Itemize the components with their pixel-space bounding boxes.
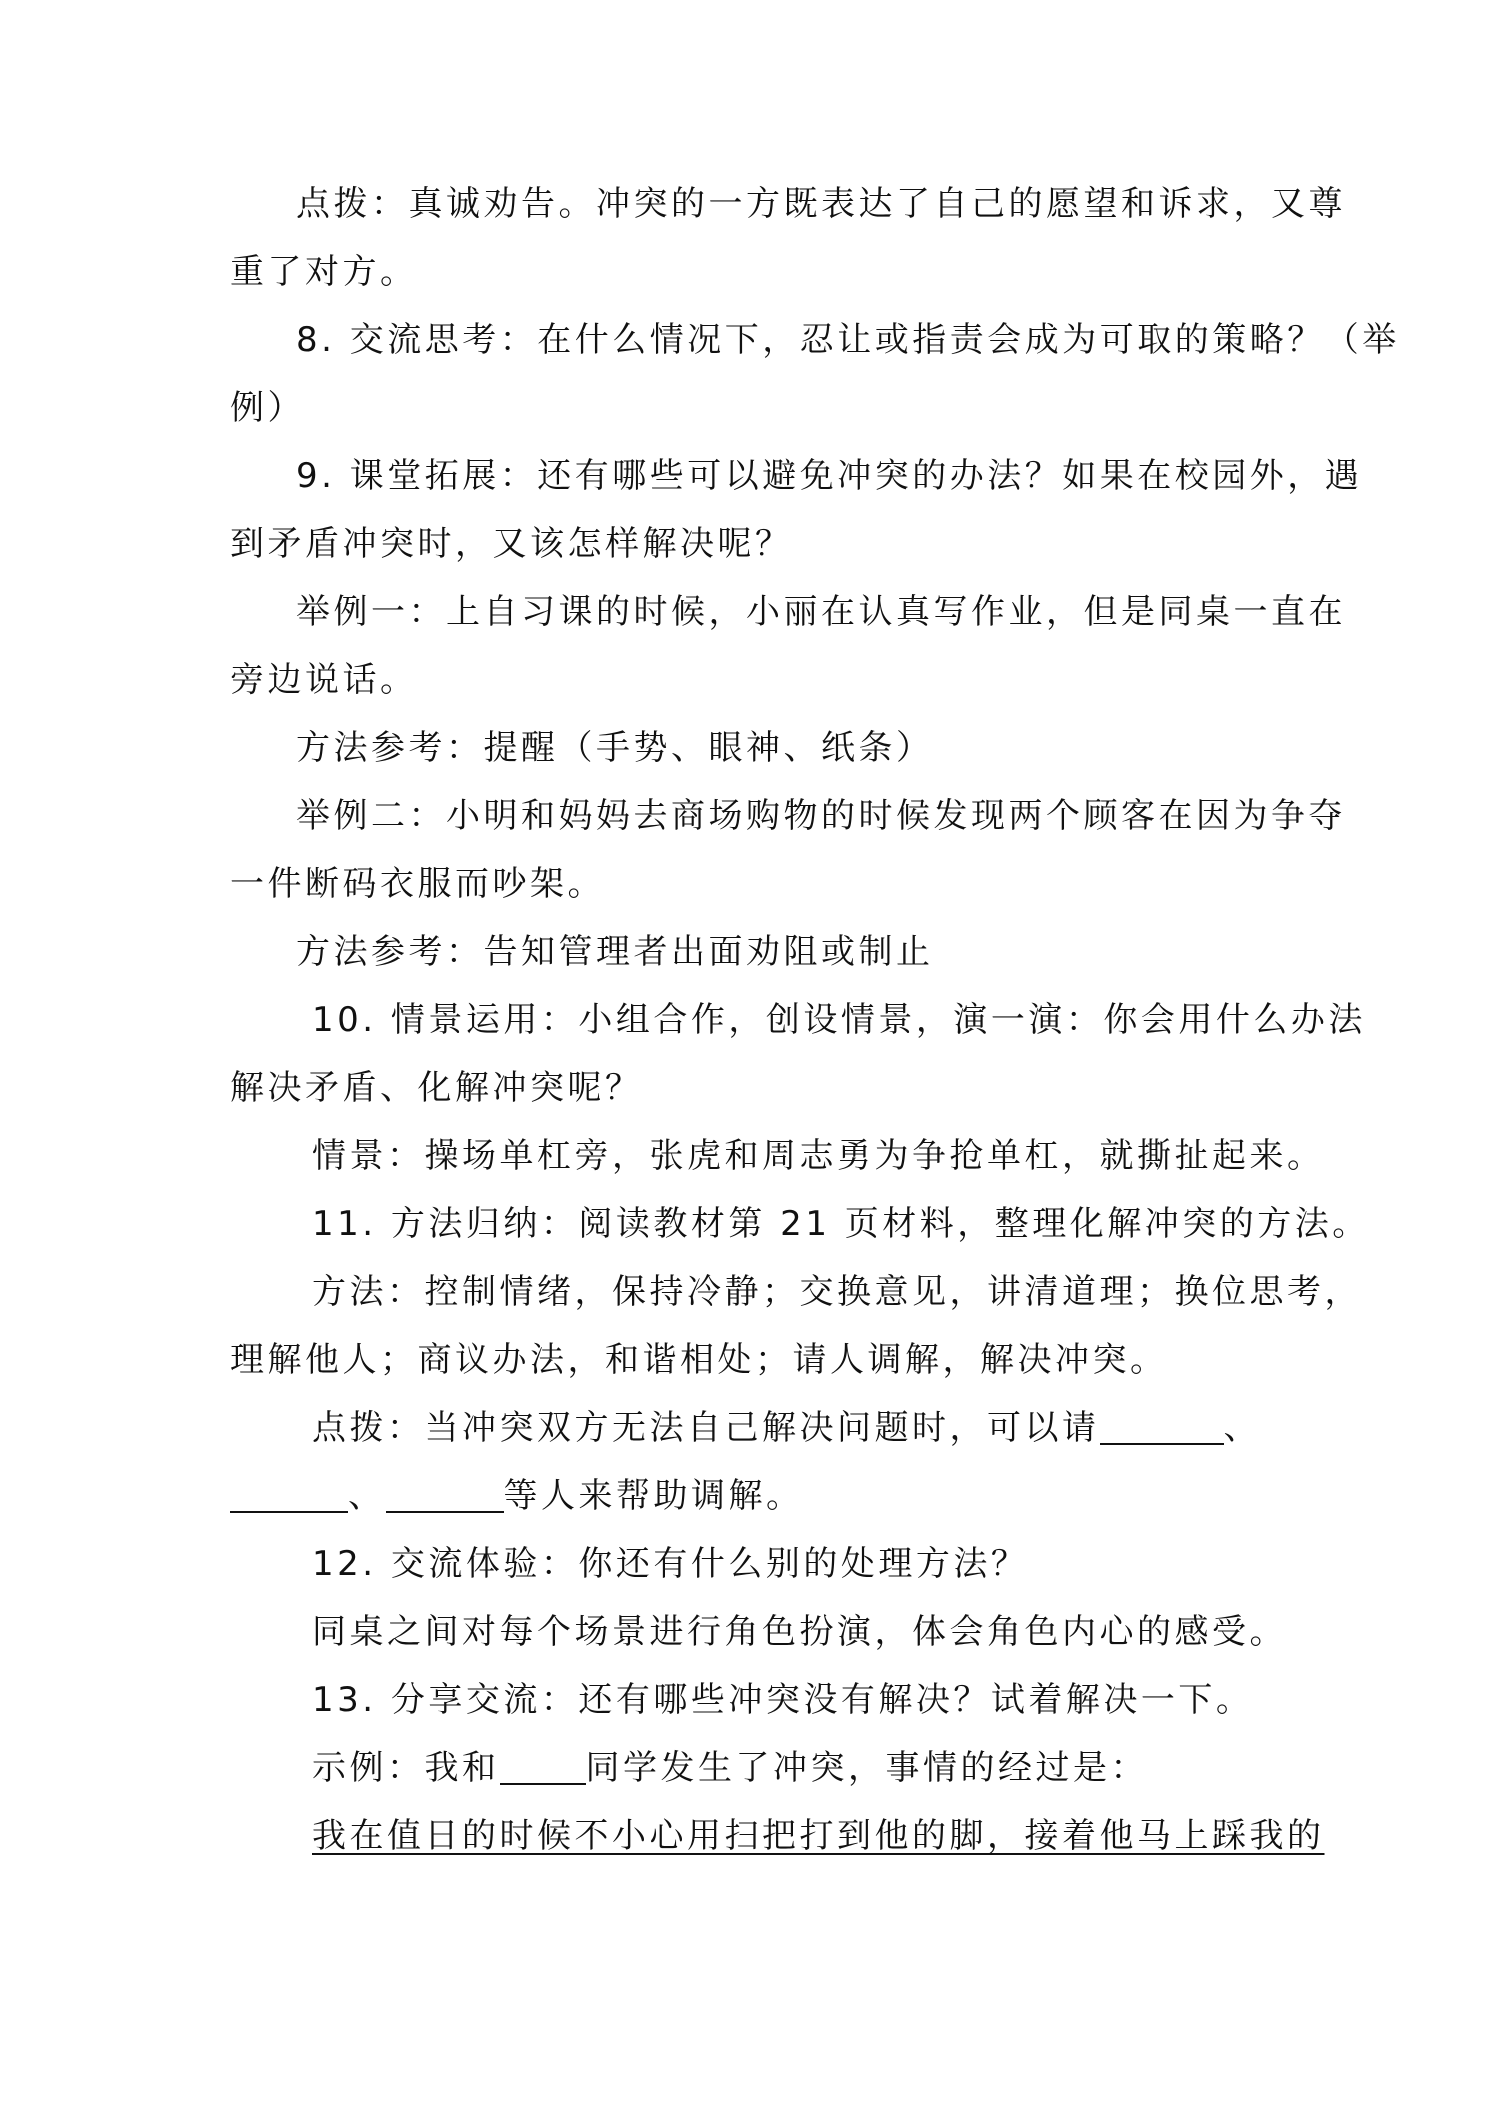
example-2-line-2: 一件断码衣服而吵架。 <box>230 864 605 904</box>
item-10-line-1: 10. 情景运用：小组合作，创设情景，演一演：你会用什么办法 <box>312 1000 1366 1040</box>
example-1-line-2: 旁边说话。 <box>230 660 418 700</box>
item-13-line: 13. 分享交流：还有哪些冲突没有解决？试着解决一下。 <box>312 1680 1254 1720</box>
fill-blank[interactable] <box>500 1749 586 1785</box>
fill-blank[interactable] <box>230 1477 348 1513</box>
hint-line-2: 重了对方。 <box>230 252 418 292</box>
hint-line-1: 点拨：真诚劝告。冲突的一方既表达了自己的愿望和诉求，又尊 <box>296 184 1346 224</box>
method-reference-1: 方法参考：提醒（手势、眼神、纸条） <box>296 728 934 768</box>
item-12-line: 12. 交流体验：你还有什么别的处理方法？ <box>312 1544 1029 1584</box>
item-9-line-2: 到矛盾冲突时，又该怎样解决呢？ <box>230 524 793 564</box>
scene-line: 情景：操场单杠旁，张虎和周志勇为争抢单杠，就撕扯起来。 <box>312 1136 1325 1176</box>
methods-line-2: 理解他人；商议办法，和谐相处；请人调解，解决冲突。 <box>230 1340 1168 1380</box>
item-8-line-1: 8. 交流思考：在什么情况下，忍让或指责会成为可取的策略？（举 <box>296 320 1400 360</box>
example-2-line-1: 举例二：小明和妈妈去商场购物的时候发现两个顾客在因为争夺 <box>296 796 1346 836</box>
hint2-line-2: 、 等人来帮助调解。 <box>0 1474 1488 1518</box>
item-8-line-2: 例） <box>230 388 305 428</box>
item-9-line-1: 9. 课堂拓展：还有哪些可以避免冲突的办法？如果在校园外，遇 <box>296 456 1363 496</box>
example-answer-line: 我在值日的时候不小心用扫把打到他的脚，接着他马上踩我的 <box>312 1816 1325 1856</box>
hint2-line-1: 点拨：当冲突双方无法自己解决问题时，可以请 、 <box>312 1408 1261 1448</box>
item-11-line: 11. 方法归纳：阅读教材第 21 页材料，整理化解冲突的方法。 <box>312 1204 1370 1244</box>
fill-blank[interactable] <box>1100 1409 1224 1445</box>
item-10-line-2: 解决矛盾、化解冲突呢？ <box>230 1068 643 1108</box>
method-reference-2: 方法参考：告知管理者出面劝阻或制止 <box>296 932 934 972</box>
methods-line-1: 方法：控制情绪，保持冷静；交换意见，讲清道理；换位思考， <box>312 1272 1362 1312</box>
fill-blank[interactable] <box>386 1477 504 1513</box>
roleplay-line: 同桌之间对每个场景进行角色扮演，体会角色内心的感受。 <box>312 1612 1287 1652</box>
example-1-line-1: 举例一：上自习课的时候，小丽在认真写作业，但是同桌一直在 <box>296 592 1346 632</box>
example-line: 示例：我和 同学发生了冲突，事情的经过是： <box>312 1748 1148 1788</box>
